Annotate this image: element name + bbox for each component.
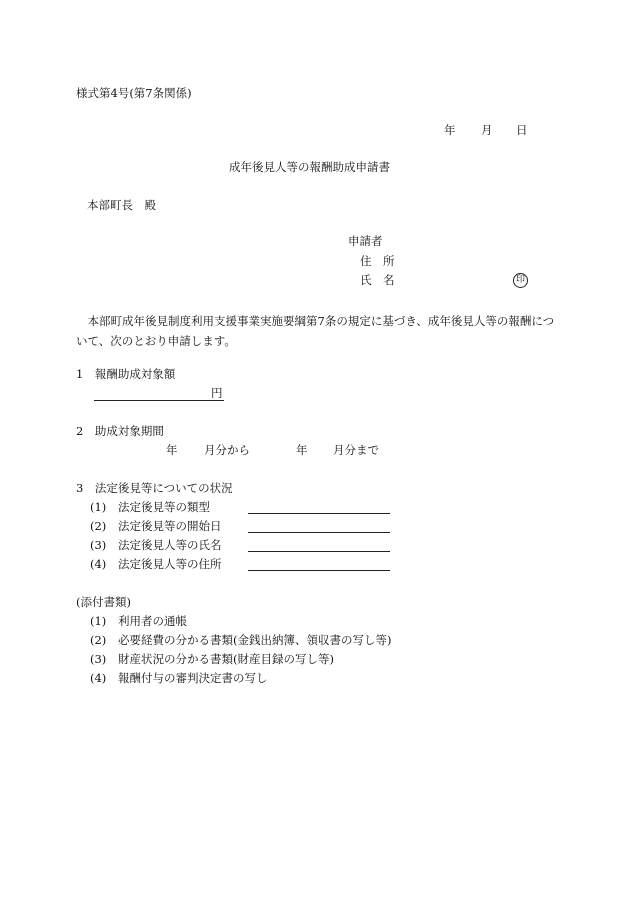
date-month-label: 月 <box>481 123 493 137</box>
applicant-label: 申請者 <box>348 234 383 248</box>
attachment-item-label: 報酬付与の審判決定書の写し <box>118 671 268 685</box>
date-year-label: 年 <box>444 123 456 137</box>
attachment-item-label: 利用者の通帳 <box>118 614 187 628</box>
amount-field-line <box>94 400 224 401</box>
amount-unit: 円 <box>211 386 223 400</box>
seal-icon: 印 <box>513 273 528 288</box>
status-item-number: (1) <box>90 500 107 514</box>
status-item-number: (4) <box>90 557 107 571</box>
attachment-item-label: 財産状況の分かる書類(財産目録の写し等) <box>118 652 334 666</box>
applicant-name-label: 氏 名 <box>360 273 395 287</box>
status-item-label: 法定後見人等の住所 <box>118 557 222 571</box>
attachment-item-number: (4) <box>90 671 107 685</box>
period-to-month: 月分まで <box>333 443 379 457</box>
status-field-line <box>248 513 390 514</box>
status-item-label: 法定後見人等の氏名 <box>118 538 222 552</box>
status-item-label: 法定後見等の開始日 <box>118 519 222 533</box>
status-item-number: (2) <box>90 519 107 533</box>
section1-heading: 1 報酬助成対象額 <box>76 367 176 381</box>
section3-heading: 3 法定後見等についての状況 <box>76 481 233 495</box>
section2-heading: 2 助成対象期間 <box>76 424 164 438</box>
attachment-item-number: (3) <box>90 652 107 666</box>
form-number: 様式第4号(第7条関係) <box>76 86 192 100</box>
attachments-heading: (添付書類) <box>76 595 131 609</box>
document-title: 成年後見人等の報酬助成申請書 <box>229 160 390 174</box>
status-field-line <box>248 532 390 533</box>
status-item-number: (3) <box>90 538 107 552</box>
body-paragraph: 本部町成年後見制度利用支援事業実施要綱第7条の規定に基づき、成年後見人等の報酬について、次のとおり申請します。 <box>76 314 555 348</box>
status-item-label: 法定後見等の類型 <box>118 500 210 514</box>
attachment-item-label: 必要経費の分かる書類(金銭出納簿、領収書の写し等) <box>118 633 392 647</box>
period-from-year: 年 <box>166 443 178 457</box>
date-day-label: 日 <box>516 123 528 137</box>
status-field-line <box>248 551 390 552</box>
period-to-year: 年 <box>296 443 308 457</box>
period-from-month: 月分から <box>204 443 250 457</box>
addressee: 本部町長 殿 <box>87 198 156 212</box>
applicant-address-label: 住 所 <box>360 254 395 268</box>
status-field-line <box>248 570 390 571</box>
attachment-item-number: (2) <box>90 633 107 647</box>
attachment-item-number: (1) <box>90 614 107 628</box>
